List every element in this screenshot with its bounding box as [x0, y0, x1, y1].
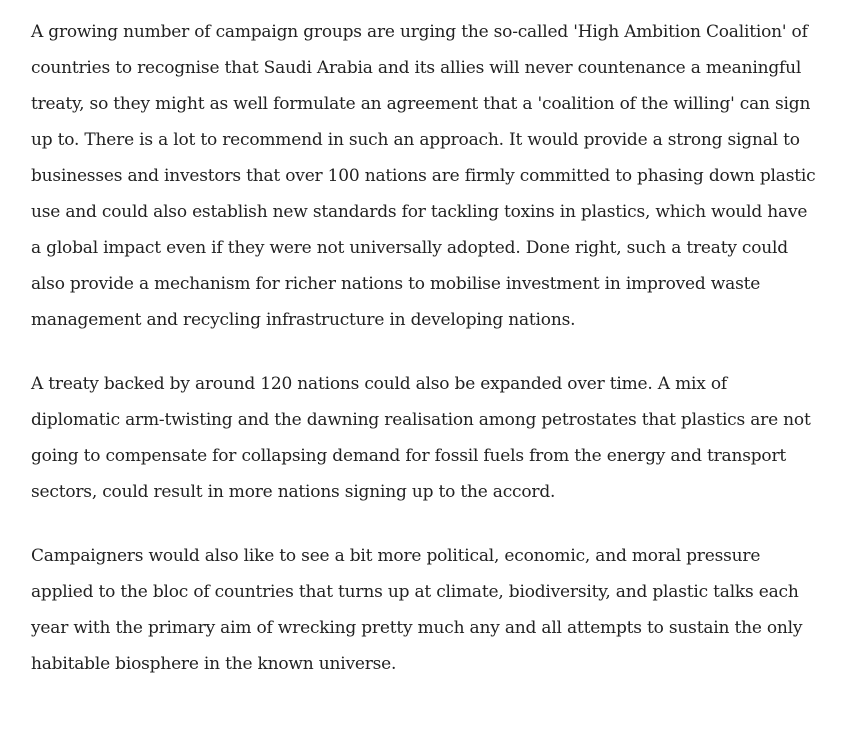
paragraph-coalition: A growing number of campaign groups are urging the so-called 'High Ambition Coalition' of countries to recognise that Saudi Arabia and its allies will never countenance a meaningful treaty, so they might as well formulate an agreement that a 'coalition of the willing' can sign up to. There is a lot to recommend in such an approach. It would provide a strong signal to businesses and investors that over 100 nations are firmly committed to phasing down plastic use and could also establish new standards for tackling toxins in plastics, which would have a global impact even if they were not universally adopted. Done right, such a treaty could also provide a mechanism for richer nations to mobilise investment in improved waste management and recycling infrastructure in developing nations.: [31, 22, 816, 330]
article-body: [31, 14, 821, 710]
paragraph-expansion: A treaty backed by around 120 nations could also be expanded over time. A mix of diplomatic arm-twisting and the dawning realisation among petrostates that plastics are not going to compensate for collapsing demand for fossil fuels from the energy and transport sectors, could result in more nations signing up to the accord.: [31, 374, 811, 502]
paragraph-pressure: Campaigners would also like to see a bit more political, economic, and moral pressure applied to the bloc of countries that turns up at climate, biodiversity, and plastic talks each year with the primary aim of wrecking pretty much any and all attempts to sustain the only habitable biosphere in the known universe.: [31, 546, 803, 674]
